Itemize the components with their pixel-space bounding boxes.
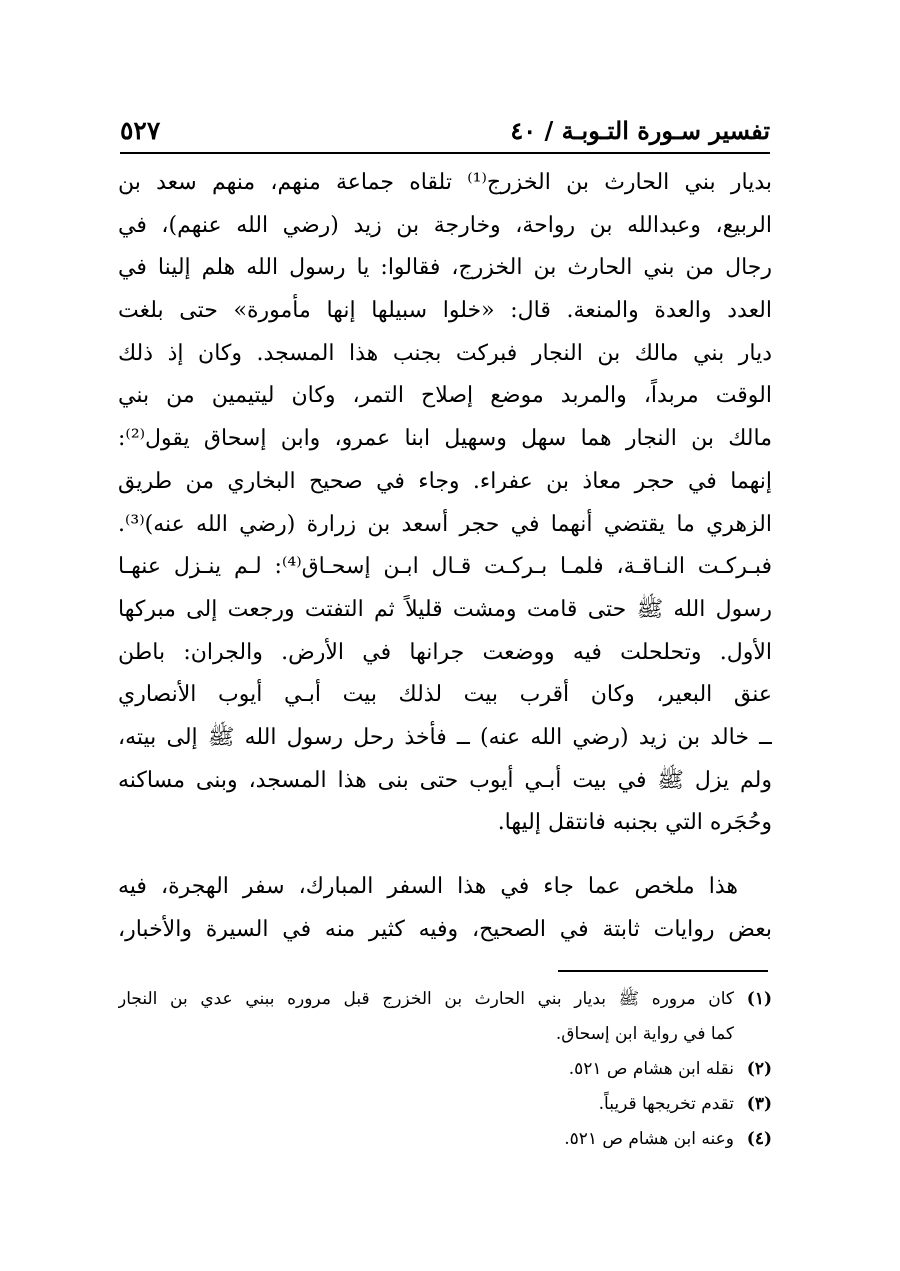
text-line: الأول. وتحلحلت فيه ووضعت جرانها في الأرض. والجران: باطن xyxy=(118,639,772,665)
text-line: ــ خالد بن زيد (رضي الله عنه) ــ فأخذ رحل رسول الله ﷺ إلى بيته، xyxy=(118,724,772,750)
text-line: هذا ملخص عما جاء في هذا السفر المبارك، سفر الهجرة، فيه xyxy=(118,874,738,899)
text-line: العدد والعدة والمنعة. قال: «خلوا سبيلها إنها مأمورة» حتى بلغت xyxy=(118,298,772,324)
footnote-number: (٢) xyxy=(746,1059,772,1079)
footnote-number: (٤) xyxy=(746,1129,772,1149)
footnote-4 xyxy=(118,1122,772,1157)
main-paragraph xyxy=(118,162,772,845)
footnote-text: كان مروره ﷺ بديار بني الحارث بن الخزرج قبل مروره ببني عدي بن النجار xyxy=(118,989,734,1009)
footnote-number: (١) xyxy=(746,989,772,1009)
text-line: عنق البعير، وكان أقرب بيت لذلك بيت أبـي أيوب الأنصاري xyxy=(118,682,772,708)
footnote-1-continued: كما في رواية ابن إسحاق. xyxy=(555,1024,734,1044)
footnote-1 xyxy=(118,982,772,1017)
text-line: الزهري ما يقتضي أنهما في حجر أسعد بن زرارة (رضي الله عنه)⁽³⁾. xyxy=(118,511,772,537)
text-line: إنهما في حجر معاذ بن عفراء. وجاء في صحيح البخاري من طريق xyxy=(118,468,772,494)
footnote-number: (٣) xyxy=(746,1094,772,1114)
footnote-3 xyxy=(118,1087,772,1122)
running-title: تفسير سـورة التـوبـة / ٤٠ xyxy=(510,116,770,145)
text-line: رسول الله ﷺ حتى قامت ومشت قليلاً ثم التفتت ورجعت إلى مبركها xyxy=(118,596,772,622)
text-line: فبـركـت النـاقـة، فلمـا بـركـت قـال ابـن إسحـاق⁽⁴⁾: لـم ينـزل عنهـا xyxy=(118,554,772,580)
text-line: بعض روايات ثابتة في الصحيح، وفيه كثير منه في السيرة والأخبار، xyxy=(118,916,772,942)
text-line: الوقت مربداً، والمربد موضع إصلاح التمر، وكان ليتيمين من بني xyxy=(118,383,772,409)
text-line: ديار بني مالك بن النجار فبركت بجنب هذا المسجد. وكان إذ ذلك xyxy=(118,340,772,366)
text-line: الربيع، وعبدالله بن رواحة، وخارجة بن زيد (رضي الله عنهم)، في xyxy=(118,212,772,238)
footnote-2 xyxy=(118,1052,772,1087)
footnote-separator xyxy=(558,970,768,972)
footnote-text: وعنه ابن هشام ص ٥٢١. xyxy=(564,1129,734,1149)
footnote-text: تقدم تخريجها قريباً. xyxy=(598,1094,734,1114)
page-number: ٥٢٧ xyxy=(120,116,161,145)
text-line: مالك بن النجار هما سهل وسهيل ابنا عمرو، وابن إسحاق يقول⁽²⁾: xyxy=(118,426,772,452)
summary-paragraph xyxy=(118,866,772,951)
text-line: بديار بني الحارث بن الخزرج⁽¹⁾ تلقاه جماعة منهم، منهم سعد بن xyxy=(118,170,772,195)
text-line: ولم يزل ﷺ في بيت أبـي أيوب حتى بنى هذا المسجد، وبنى مساكنه xyxy=(118,767,772,793)
footnote-text: نقله ابن هشام ص ٥٢١. xyxy=(568,1059,734,1079)
text-line: رجال من بني الحارث بن الخزرج، فقالوا: يا رسول الله هلم إلينا في xyxy=(118,255,772,281)
page-header xyxy=(120,112,770,154)
text-line: وحُجَره التي بجنبه فانتقل إليها. xyxy=(497,810,772,836)
footnotes xyxy=(118,982,772,1157)
